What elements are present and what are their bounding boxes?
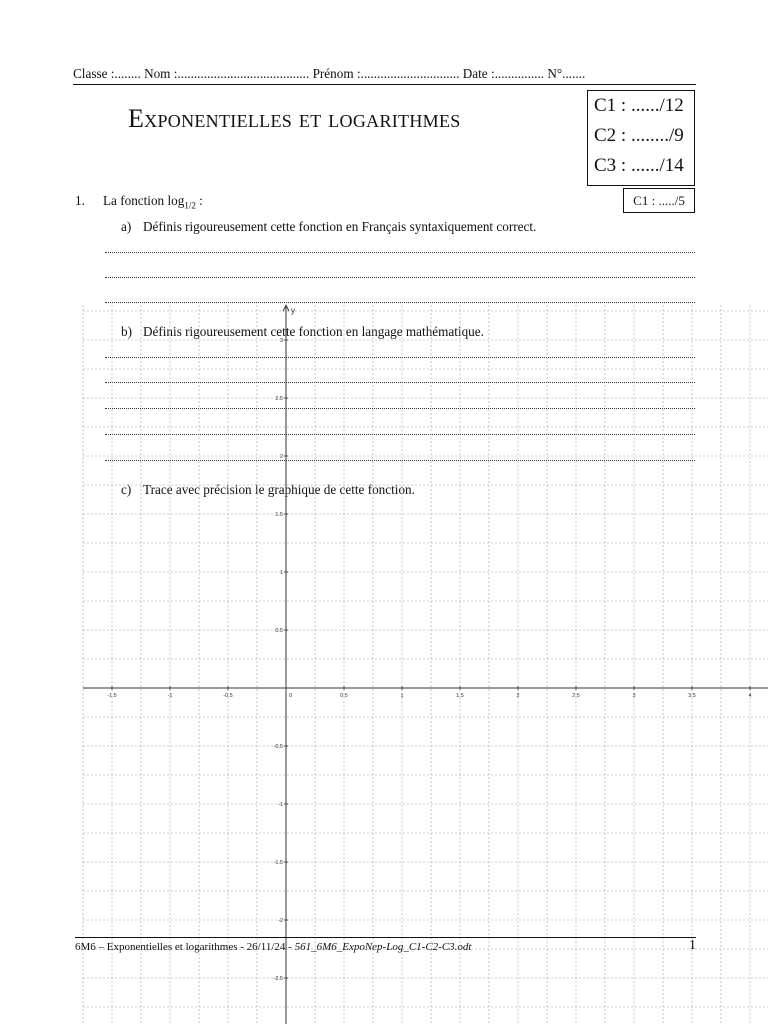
question-1b-label: b)	[121, 324, 132, 339]
y-tick-label: 2.5	[275, 396, 283, 402]
question-1-prefix: La fonction log	[103, 193, 185, 208]
answer-line[interactable]	[105, 277, 695, 278]
question-1	[75, 193, 203, 211]
score-c2: C2 : ......../9	[594, 125, 684, 146]
y-tick-label: 1.5	[275, 512, 283, 518]
y-tick-label: -2.5	[273, 976, 283, 982]
question-1-number: 1.	[75, 193, 85, 208]
score-c3: C3 : ....../14	[594, 155, 684, 176]
x-tick-label: 3.5	[688, 693, 696, 699]
answer-line[interactable]	[105, 302, 695, 303]
page-footer	[75, 937, 696, 953]
y-tick-label: -0.5	[273, 744, 283, 750]
question-1c	[121, 482, 415, 498]
footer-text: 6M6 – Exponentielles et logarithmes - 26/11/24 -	[75, 941, 295, 953]
question-1b-text: Définis rigoureusement cette fonction en langage mathématique.	[143, 324, 484, 339]
origin-label: 0	[289, 693, 293, 699]
x-tick-label: 3	[632, 693, 636, 699]
x-tick-label: 2.5	[572, 693, 580, 699]
x-tick-label: 2	[516, 693, 520, 699]
y-axis-label: y	[291, 306, 295, 316]
answer-line[interactable]	[105, 357, 695, 358]
x-tick-label: -0.5	[223, 693, 233, 699]
y-tick-label: 2	[279, 454, 283, 460]
y-tick-label: 3	[279, 338, 283, 344]
y-tick-label: -1	[278, 802, 283, 808]
page-number: 1	[689, 938, 696, 953]
student-info-line: Classe :........ Nom :........................................ Prénom :.............................. Date :............... N°.......	[73, 66, 696, 85]
y-tick-label: -2	[278, 918, 283, 924]
x-tick-label: -1	[167, 693, 173, 699]
x-tick-label: 1.5	[456, 693, 464, 699]
answer-line[interactable]	[105, 434, 695, 435]
question-1c-text: Trace avec précision le graphique de cette fonction.	[143, 482, 415, 497]
page-title: Exponentielles et logarithmes	[128, 104, 461, 133]
y-tick-label: 1	[279, 570, 283, 576]
score-c1: C1 : ....../12	[594, 95, 684, 116]
question-1a-label: a)	[121, 219, 132, 234]
log-base: 1/2	[184, 200, 196, 211]
x-tick-label: 0.5	[340, 693, 348, 699]
y-tick-label: -1.5	[273, 860, 283, 866]
answer-line[interactable]	[105, 460, 695, 461]
x-tick-label: -1.5	[107, 693, 117, 699]
answer-line[interactable]	[105, 408, 695, 409]
question-1c-label: c)	[121, 482, 132, 497]
x-tick-label: 4	[748, 693, 752, 699]
y-tick-label: 0.5	[275, 628, 283, 634]
score-box	[587, 90, 695, 186]
answer-line[interactable]	[105, 382, 695, 383]
question-1b	[121, 324, 484, 340]
question-1a	[121, 219, 536, 235]
answer-line[interactable]	[105, 252, 695, 253]
x-tick-label: 1	[400, 693, 404, 699]
question-1-score: C1 : ...../5	[623, 188, 695, 213]
question-1a-text: Définis rigoureusement cette fonction en Français syntaxiquement correct.	[143, 219, 537, 234]
question-1-suffix: :	[195, 193, 203, 208]
footer-filename: 561_6M6_ExpoNep-Log_C1-C2-C3.odt	[294, 941, 472, 953]
